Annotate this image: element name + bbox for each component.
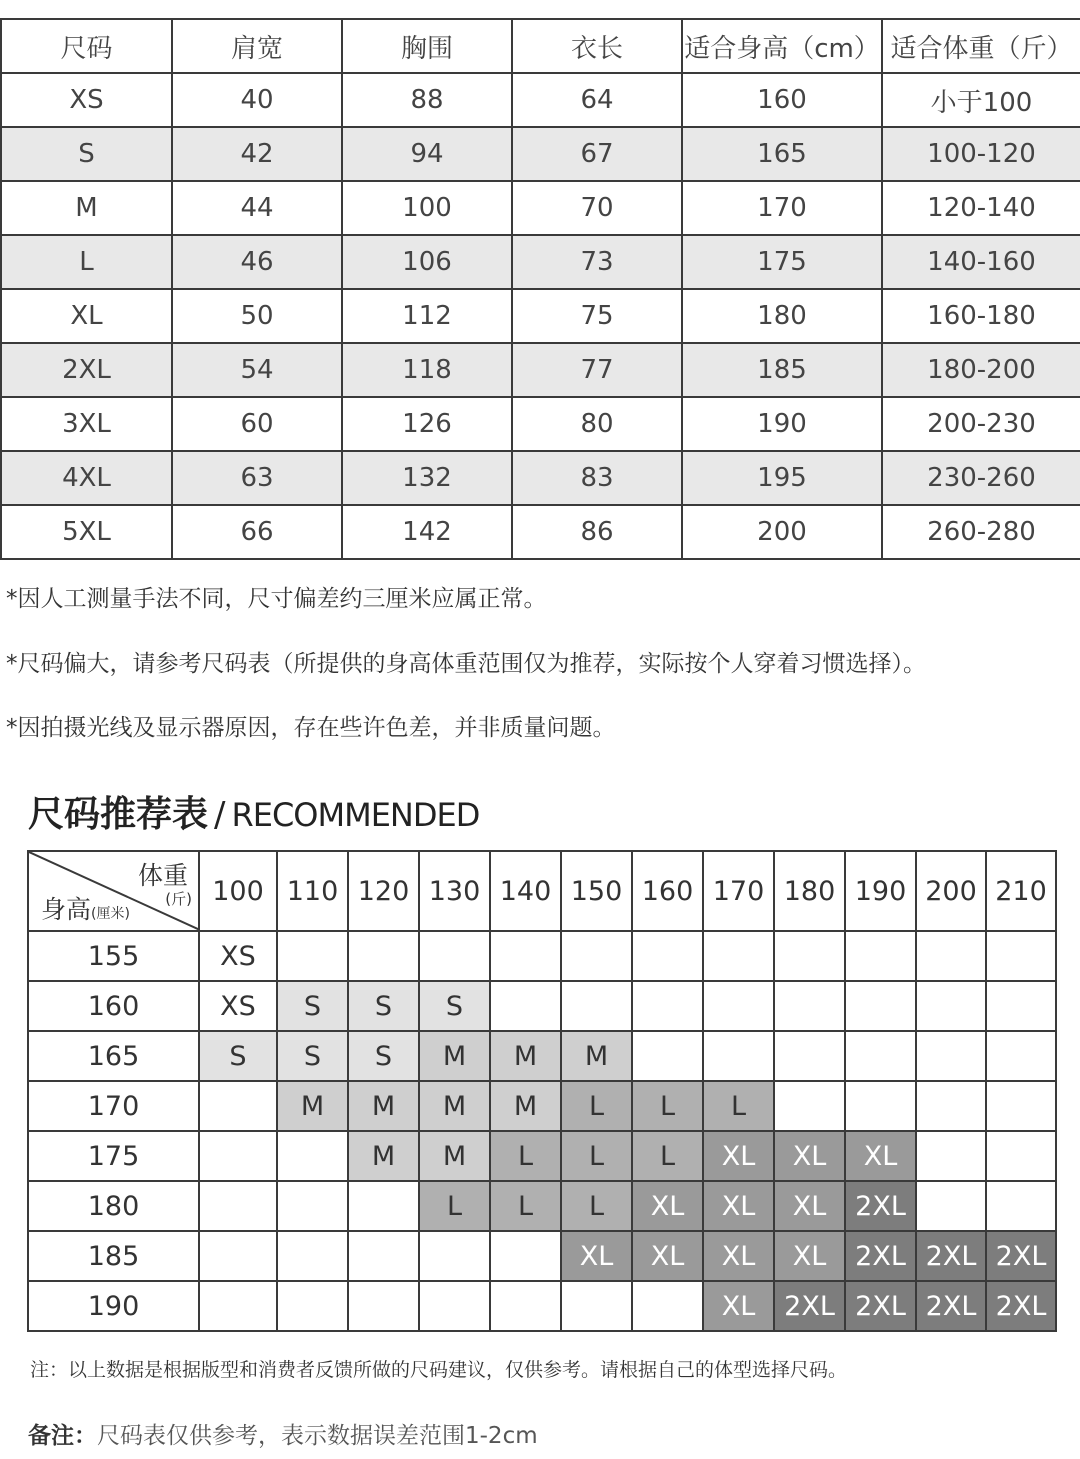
size-table-cell: 75 (512, 289, 682, 343)
recommend-cell (348, 1281, 419, 1331)
recommend-cell (277, 1181, 348, 1231)
recommend-cell (916, 1181, 986, 1231)
recommend-header-row (28, 851, 1056, 931)
recommend-cell: XL (703, 1181, 774, 1231)
remark-label: 备注： (28, 1423, 97, 1449)
size-table-cell: 200 (682, 505, 882, 559)
recommend-cell: 2XL (774, 1281, 845, 1331)
size-table-cell: 230-260 (882, 451, 1080, 505)
weight-header-cell: 140 (490, 851, 561, 931)
recommend-cell: XL (561, 1231, 632, 1281)
recommend-cell: M (490, 1081, 561, 1131)
recommend-cell (277, 1231, 348, 1281)
recommend-cell (419, 1281, 490, 1331)
size-table-cell: 2XL (1, 343, 172, 397)
recommend-row (28, 1081, 1056, 1131)
height-label-cell: 190 (28, 1281, 199, 1331)
recommend-title-separator: / (214, 795, 226, 835)
recommend-cell (986, 1081, 1056, 1131)
size-table-cell: 132 (342, 451, 512, 505)
recommend-cell: XL (845, 1131, 916, 1181)
recommend-cell: XS (199, 981, 277, 1031)
size-table-cell: 5XL (1, 505, 172, 559)
size-table-cell: 3XL (1, 397, 172, 451)
recommend-cell: L (419, 1181, 490, 1231)
recommend-row (28, 1181, 1056, 1231)
recommend-cell (774, 981, 845, 1031)
recommend-cell (348, 1231, 419, 1281)
recommend-cell (703, 1031, 774, 1081)
size-table-cell: 195 (682, 451, 882, 505)
recommend-cell (632, 981, 703, 1031)
height-label-cell: 165 (28, 1031, 199, 1081)
size-table-cell: 60 (172, 397, 342, 451)
recommend-cell (986, 1031, 1056, 1081)
header-weight: 适合体重（斤） (882, 19, 1080, 73)
size-table-cell: 63 (172, 451, 342, 505)
recommend-cell: S (348, 1031, 419, 1081)
weight-header-cell: 110 (277, 851, 348, 931)
recommend-row (28, 1231, 1056, 1281)
recommend-cell: XL (632, 1231, 703, 1281)
size-table-cell: 120-140 (882, 181, 1080, 235)
recommend-cell (774, 931, 845, 981)
recommend-cell: XL (703, 1131, 774, 1181)
recommend-cell (845, 1031, 916, 1081)
recommend-title (28, 786, 479, 837)
recommend-cell: S (277, 1031, 348, 1081)
recommend-row (28, 1281, 1056, 1331)
recommend-cell (490, 1231, 561, 1281)
note-size-large: *尺码偏大，请参考尺码表（所提供的身高体重范围仅为推荐，实际按个人穿着习惯选择）。 (6, 651, 926, 677)
weight-header-cell: 150 (561, 851, 632, 931)
recommend-table (27, 850, 1057, 1332)
size-table-cell: 44 (172, 181, 342, 235)
recommend-cell: M (419, 1081, 490, 1131)
recommend-cell (916, 981, 986, 1031)
recommend-cell (632, 931, 703, 981)
recommend-cell: 2XL (916, 1231, 986, 1281)
recommend-cell (986, 1131, 1056, 1181)
size-table-cell: 40 (172, 73, 342, 127)
recommend-cell (561, 1281, 632, 1331)
recommend-cell (561, 981, 632, 1031)
recommend-cell: L (490, 1131, 561, 1181)
corner-height-label (41, 890, 130, 926)
height-label-cell: 155 (28, 931, 199, 981)
recommend-title-en: RECOMMENDED (231, 796, 480, 834)
weight-header-cell: 210 (986, 851, 1056, 931)
recommend-cell (348, 1181, 419, 1231)
weight-header-cell: 100 (199, 851, 277, 931)
recommend-cell: L (703, 1081, 774, 1131)
recommend-cell (774, 1031, 845, 1081)
recommend-cell (277, 931, 348, 981)
size-table-header-row (1, 19, 1080, 73)
size-table-cell: XL (1, 289, 172, 343)
size-table-cell: 180-200 (882, 343, 1080, 397)
recommend-disclaimer: 注：以上数据是根据版型和消费者反馈所做的尺码建议，仅供参考。请根据自己的体型选择尺码。 (30, 1359, 848, 1381)
size-table-cell: 190 (682, 397, 882, 451)
recommend-cell: XL (774, 1181, 845, 1231)
corner-height-text: 身高 (41, 895, 92, 924)
recommend-cell (986, 931, 1056, 981)
remark-text: 尺码表仅供参考，表示数据误差范围1-2cm (97, 1423, 538, 1449)
size-table-cell: 100-120 (882, 127, 1080, 181)
recommend-cell: 2XL (916, 1281, 986, 1331)
recommend-cell: M (419, 1031, 490, 1081)
recommend-cell: M (561, 1031, 632, 1081)
header-height: 适合身高（cm） (682, 19, 882, 73)
size-table-cell: 185 (682, 343, 882, 397)
size-table-cell: 160 (682, 73, 882, 127)
size-table-cell: 200-230 (882, 397, 1080, 451)
size-table-row (1, 505, 1080, 559)
recommend-cell (845, 1081, 916, 1131)
recommend-cell (632, 1031, 703, 1081)
height-label-cell: 170 (28, 1081, 199, 1131)
recommend-cell (490, 931, 561, 981)
size-table-row (1, 343, 1080, 397)
recommend-cell: L (490, 1181, 561, 1231)
size-table-cell: 64 (512, 73, 682, 127)
recommend-cell (916, 1081, 986, 1131)
recommend-cell: M (348, 1131, 419, 1181)
recommend-cell: M (348, 1081, 419, 1131)
recommend-cell: XL (632, 1181, 703, 1231)
weight-header-cell: 190 (845, 851, 916, 931)
recommend-cell (199, 1181, 277, 1231)
size-table-cell: 118 (342, 343, 512, 397)
size-table-cell: 54 (172, 343, 342, 397)
size-table-cell: 46 (172, 235, 342, 289)
recommend-cell: 2XL (986, 1231, 1056, 1281)
recommend-cell: M (419, 1131, 490, 1181)
weight-header-cell: 200 (916, 851, 986, 931)
recommend-cell: L (632, 1081, 703, 1131)
size-table-cell: M (1, 181, 172, 235)
corner-header-cell (28, 851, 199, 931)
height-label-cell: 180 (28, 1181, 199, 1231)
recommend-cell (774, 1081, 845, 1131)
size-table-row (1, 73, 1080, 127)
recommend-cell (199, 1131, 277, 1181)
header-length: 衣长 (512, 19, 682, 73)
note-color-difference: *因拍摄光线及显示器原因，存在些许色差，并非质量问题。 (6, 715, 616, 741)
size-table-cell: 42 (172, 127, 342, 181)
recommend-cell: XL (774, 1231, 845, 1281)
size-table-cell: XS (1, 73, 172, 127)
size-table-cell: 106 (342, 235, 512, 289)
size-chart-table (0, 18, 1080, 560)
recommend-row (28, 981, 1056, 1031)
size-table-cell: 88 (342, 73, 512, 127)
recommend-cell (916, 1131, 986, 1181)
header-size: 尺码 (1, 19, 172, 73)
corner-weight-label: 体重 (137, 861, 188, 890)
weight-header-cell: 170 (703, 851, 774, 931)
corner-weight-unit: (斤) (165, 890, 192, 908)
size-table-cell: 86 (512, 505, 682, 559)
remark (28, 1417, 538, 1450)
recommend-cell: S (419, 981, 490, 1031)
size-table-cell: 180 (682, 289, 882, 343)
size-table-cell: 94 (342, 127, 512, 181)
size-table-cell: 112 (342, 289, 512, 343)
recommend-cell (916, 1031, 986, 1081)
weight-header-cell: 130 (419, 851, 490, 931)
weight-header-cell: 180 (774, 851, 845, 931)
recommend-cell (986, 1181, 1056, 1231)
recommend-cell: L (561, 1131, 632, 1181)
size-table-cell: 175 (682, 235, 882, 289)
height-label-cell: 175 (28, 1131, 199, 1181)
size-table-cell: 73 (512, 235, 682, 289)
size-table-row (1, 235, 1080, 289)
size-table-cell: 70 (512, 181, 682, 235)
recommend-cell (703, 931, 774, 981)
weight-header-cell: 160 (632, 851, 703, 931)
size-table-cell: 165 (682, 127, 882, 181)
recommend-row (28, 1131, 1056, 1181)
recommend-cell (986, 981, 1056, 1031)
size-table-cell: 100 (342, 181, 512, 235)
recommend-cell: 2XL (845, 1181, 916, 1231)
recommend-cell: XL (703, 1231, 774, 1281)
recommend-cell: XL (774, 1131, 845, 1181)
recommend-cell (561, 931, 632, 981)
recommend-cell: XL (703, 1281, 774, 1331)
size-table-cell: 66 (172, 505, 342, 559)
size-table-cell: 83 (512, 451, 682, 505)
recommend-cell (199, 1281, 277, 1331)
recommend-cell (348, 931, 419, 981)
size-table-row (1, 289, 1080, 343)
size-table-row (1, 181, 1080, 235)
recommend-cell (419, 1231, 490, 1281)
size-table-cell: 160-180 (882, 289, 1080, 343)
recommend-cell (419, 931, 490, 981)
recommend-cell: S (199, 1031, 277, 1081)
recommend-cell: L (561, 1181, 632, 1231)
size-table-cell: 126 (342, 397, 512, 451)
size-table-cell: 170 (682, 181, 882, 235)
recommend-cell: 2XL (845, 1281, 916, 1331)
size-table-cell: 80 (512, 397, 682, 451)
recommend-cell: M (490, 1031, 561, 1081)
recommend-cell (277, 1131, 348, 1181)
size-table-cell: L (1, 235, 172, 289)
size-table-cell: 142 (342, 505, 512, 559)
recommend-cell: L (632, 1131, 703, 1181)
recommend-cell (632, 1281, 703, 1331)
recommend-cell: 2XL (845, 1231, 916, 1281)
header-chest: 胸围 (342, 19, 512, 73)
recommend-cell (490, 981, 561, 1031)
size-table-cell: 小于100 (882, 73, 1080, 127)
recommend-cell (845, 931, 916, 981)
height-label-cell: 160 (28, 981, 199, 1031)
recommend-row (28, 1031, 1056, 1081)
recommend-cell: XS (199, 931, 277, 981)
recommend-cell (199, 1081, 277, 1131)
size-table-cell: S (1, 127, 172, 181)
recommend-cell: 2XL (986, 1281, 1056, 1331)
size-table-row (1, 451, 1080, 505)
recommend-cell: L (561, 1081, 632, 1131)
weight-header-cell: 120 (348, 851, 419, 931)
corner-height-unit: (厘米) (91, 906, 130, 922)
size-table-row (1, 397, 1080, 451)
recommend-cell (277, 1281, 348, 1331)
header-shoulder: 肩宽 (172, 19, 342, 73)
size-table-cell: 260-280 (882, 505, 1080, 559)
recommend-title-zh: 尺码推荐表 (28, 794, 209, 835)
size-table-cell: 77 (512, 343, 682, 397)
size-table-cell: 50 (172, 289, 342, 343)
recommend-cell (490, 1281, 561, 1331)
recommend-row (28, 931, 1056, 981)
height-label-cell: 185 (28, 1231, 199, 1281)
recommend-cell: M (277, 1081, 348, 1131)
recommend-cell (199, 1231, 277, 1281)
size-table-cell: 67 (512, 127, 682, 181)
size-table-cell: 140-160 (882, 235, 1080, 289)
note-measurement: *因人工测量手法不同，尺寸偏差约三厘米应属正常。 (6, 586, 547, 612)
size-table-cell: 4XL (1, 451, 172, 505)
recommend-cell (916, 931, 986, 981)
recommend-cell (703, 981, 774, 1031)
recommend-cell: S (277, 981, 348, 1031)
recommend-cell (845, 981, 916, 1031)
size-table-row (1, 127, 1080, 181)
recommend-cell: S (348, 981, 419, 1031)
